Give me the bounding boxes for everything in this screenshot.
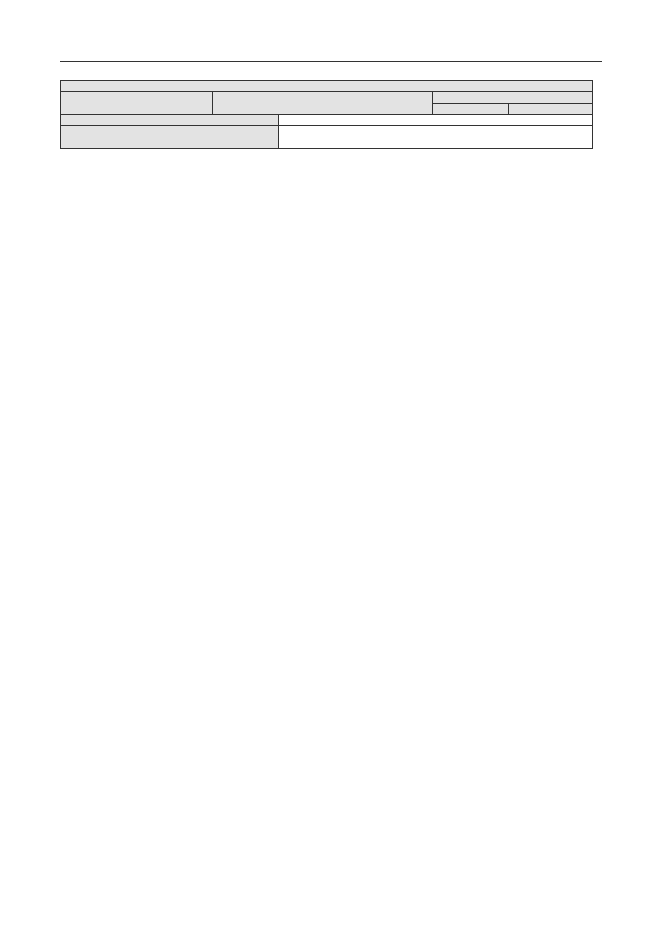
related-label <box>61 114 279 125</box>
margin-value <box>279 126 593 149</box>
header-divider <box>60 61 602 62</box>
col-header-name <box>61 92 213 115</box>
col-header-count <box>509 103 593 114</box>
col-header-type <box>433 103 509 114</box>
related-value <box>279 114 593 125</box>
unrestricted-title <box>61 81 593 92</box>
col-header-qty <box>213 92 433 115</box>
section-restricted-heading <box>66 524 90 537</box>
margin-label <box>61 126 279 149</box>
section-preferred-heading <box>66 461 90 474</box>
col-header-type-group <box>433 92 593 103</box>
shareholders-table <box>60 80 593 149</box>
